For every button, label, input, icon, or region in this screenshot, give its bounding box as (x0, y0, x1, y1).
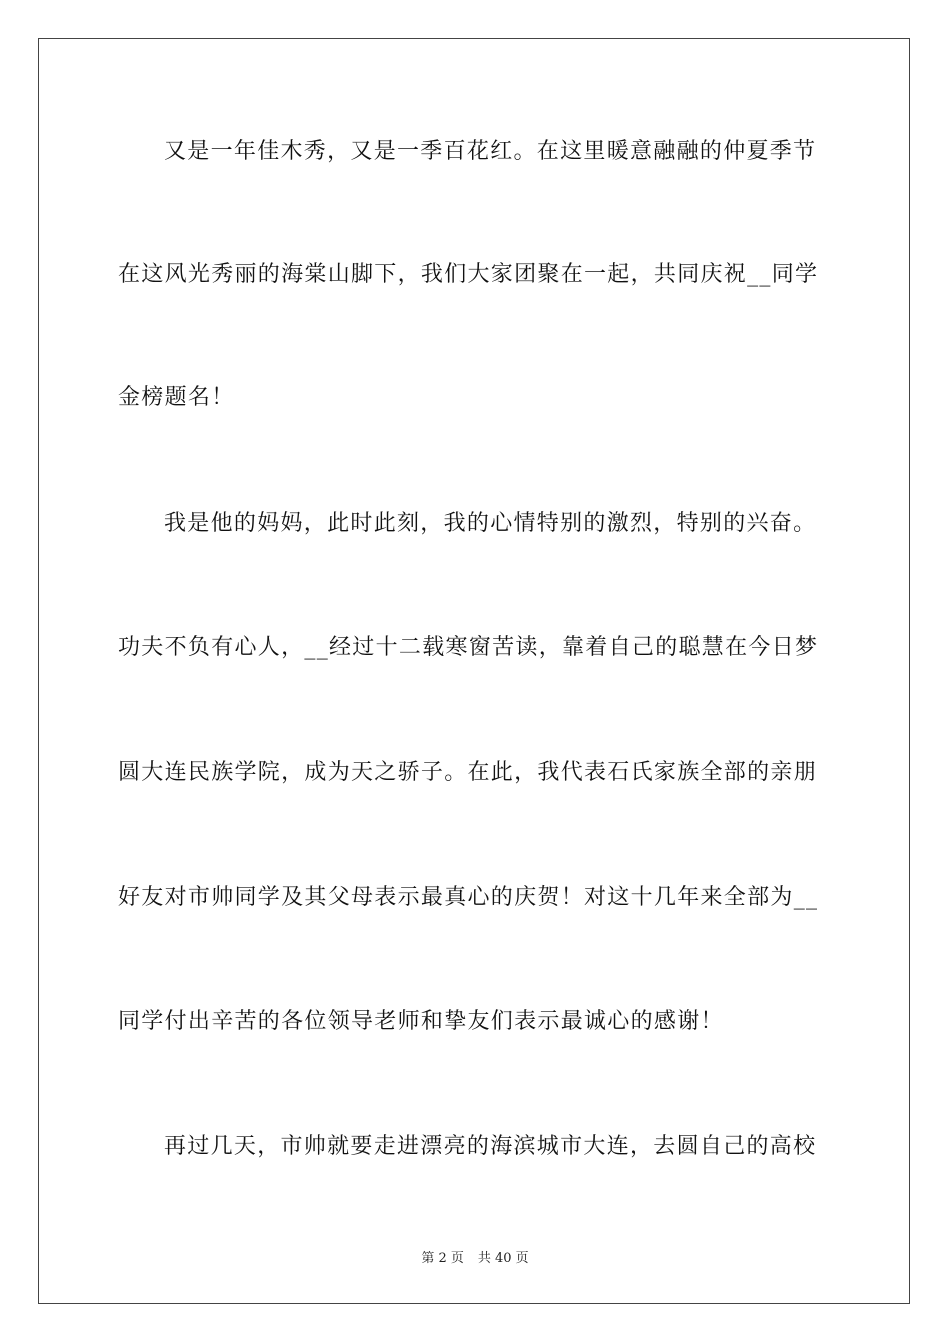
paragraph-line: 同学付出辛苦的各位领导老师和挚友们表示最诚心的感谢！ (118, 1009, 724, 1034)
paragraph-line: 再过几天，市帅就要走进漂亮的海滨城市大连，去圆自己的高校 (164, 1134, 817, 1159)
page-border (38, 38, 910, 1304)
page-footer (0, 1247, 950, 1266)
page-total: 共 40 页 (477, 1251, 529, 1266)
paragraph-line: 功夫不负有心人，__经过十二载寒窗苦读，靠着自己的聪慧在今日梦 (118, 635, 819, 660)
paragraph-line: 金榜题名！ (118, 385, 235, 410)
paragraph-line: 圆大连民族学院，成为天之骄子。在此，我代表石氏家族全部的亲朋 (118, 760, 818, 785)
paragraph-line: 我是他的妈妈，此时此刻，我的心情特别的激烈，特别的兴奋。 (164, 511, 817, 536)
paragraph-line: 在这风光秀丽的海棠山脚下，我们大家团聚在一起，共同庆祝__同学 (118, 262, 819, 287)
paragraph-line: 又是一年佳木秀，又是一季百花红。在这里暖意融融的仲夏季节 (164, 139, 817, 164)
paragraph-line: 好友对市帅同学及其父母表示最真心的庆贺！对这十几年来全部为__ (118, 885, 819, 910)
page-number: 第 2 页 (421, 1251, 464, 1266)
